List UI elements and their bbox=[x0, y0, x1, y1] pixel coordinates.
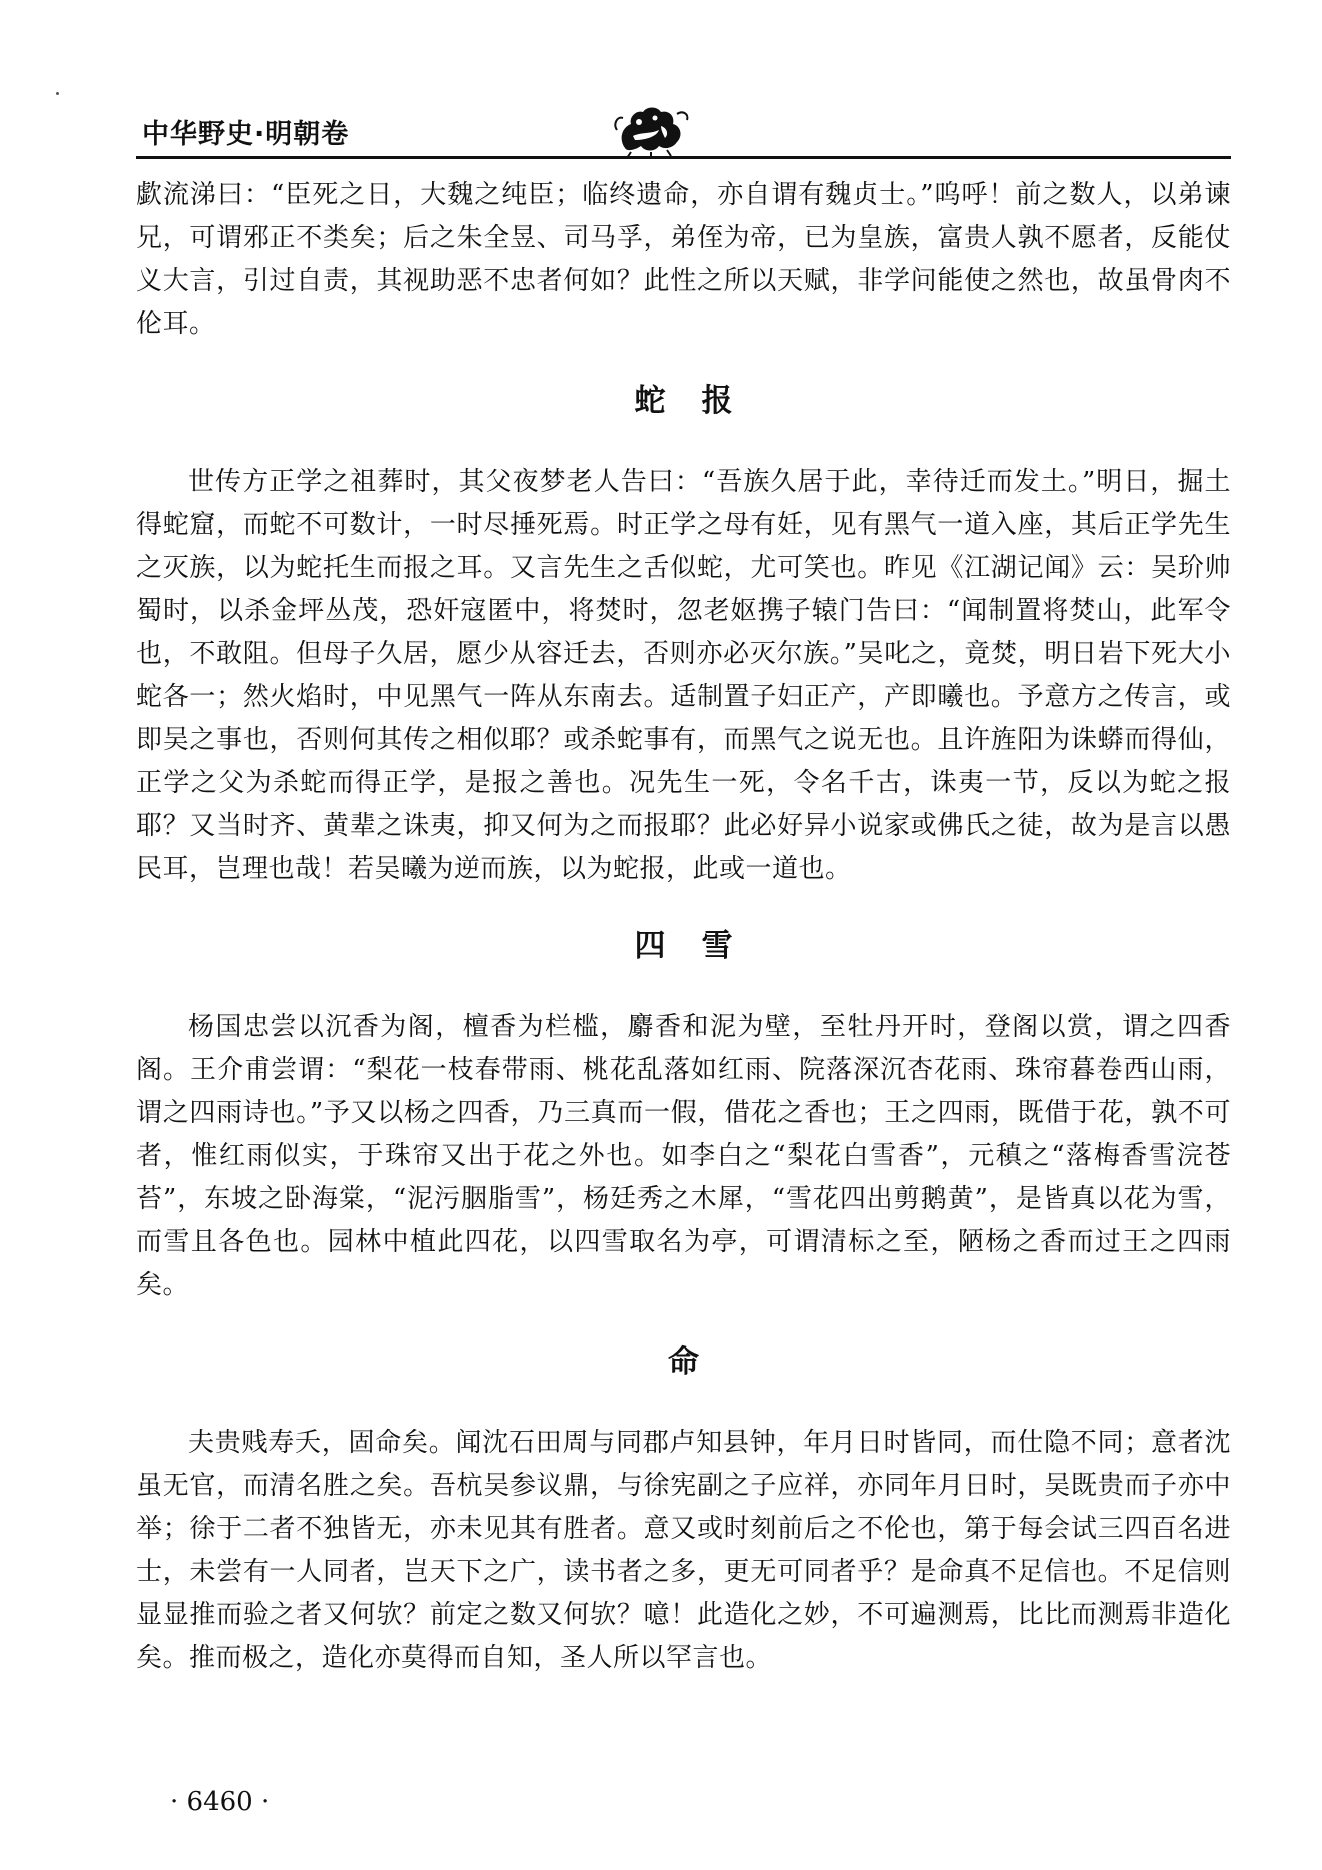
page-number: · 6460 · bbox=[170, 1787, 270, 1817]
section-title-snake-retribution: 蛇报 bbox=[634, 383, 769, 419]
book-title: 中华野史·明朝卷 bbox=[142, 119, 350, 150]
dragon-logo-icon bbox=[611, 100, 691, 160]
page-body bbox=[136, 174, 1231, 1680]
section-title-fate: 命 bbox=[668, 1344, 735, 1380]
section-title-four-snows: 四雪 bbox=[634, 928, 769, 964]
page-header bbox=[136, 100, 1231, 160]
section-paragraph: 世传方正学之祖葬时，其父夜梦老人告曰：“吾族久居于此，幸待迁而发土。”明日，掘土得蛇窟，而蛇不可数计，一时尽捶死焉。时正学之母有妊，见有黑气一道入座，其后正学先生之灭族，以为蛇托生而报之耳。又言先生之舌似蛇，尤可笑也。昨见《江湖记闻》云：吴玠帅蜀时，以杀金坪丛茂，恐奸寇匿中，将焚时，忽老妪携子辕门告曰：“闻制置将焚山，此军令也，不敢阻。但母子久居，愿少从容迁去，否则亦必灭尔族。”吴叱之，竟焚，明日岩下死大小蛇各一；然火焰时，中见黑气一阵从东南去。适制置子妇正产，产即曦也。予意方之传言，或即吴之事也，否则何其传之相似耶？或杀蛇事有，而黑气之说无也。且许旌阳为诛蟒而得仙，正学之父为杀蛇而得正学，是报之善也。况先生一死，令名千古，诛夷一节，反以为蛇之报耶？又当时齐、黄辈之诛夷，抑又何为之而报耶？此必好异小说家或佛氏之徒，故为是言以愚民耳，岂理也哉！若吴曦为逆而族，以为蛇报，此或一道也。 bbox=[136, 467, 1231, 884]
header-rule bbox=[136, 156, 1231, 159]
section-paragraph: 杨国忠尝以沉香为阁，檀香为栏槛，麝香和泥为壁，至牡丹开时，登阁以赏，谓之四香阁。王介甫尝谓：“梨花一枝春带雨、桃花乱落如红雨、院落深沉杏花雨、珠帘暮卷西山雨，谓之四雨诗也。”予又以杨之四香，乃三真而一假，借花之香也；王之四雨，既借于花，孰不可者，惟红雨似实，于珠帘又出于花之外也。如李白之“梨花白雪香”，元稹之“落梅香雪浣苍苔”，东坡之卧海棠，“泥污胭脂雪”，杨廷秀之木犀，“雪花四出剪鹅黄”，是皆真以花为雪，而雪且各色也。园林中植此四花，以四雪取名为亭，可谓清标之至，陋杨之香而过王之四雨矣。 bbox=[136, 1012, 1231, 1300]
section-paragraph: 夫贵贱寿夭，固命矣。闻沈石田周与同郡卢知县钟，年月日时皆同，而仕隐不同；意者沈虽无官，而清名胜之矣。吾杭吴参议鼎，与徐宪副之子应祥，亦同年月日时，吴既贵而子亦中举；徐于二者不独皆无，亦未见其有胜者。意又或时刻前后之不伦也，第于每会试三四百名进士，未尝有一人同者，岂天下之广，读书者之多，更无可同者乎？是命真不足信也。不足信则显显推而验之者又何欤？前定之数又何欤？噫！此造化之妙，不可遍测焉，比比而测焉非造化矣。推而极之，造化亦莫得而自知，圣人所以罕言也。 bbox=[136, 1428, 1231, 1673]
continued-paragraph: 歔流涕曰：“臣死之日，大魏之纯臣；临终遗命，亦自谓有魏贞士。”呜呼！前之数人，以弟谏兄，可谓邪正不类矣；后之朱全昱、司马孚，弟侄为帝，已为皇族，富贵人孰不愿者，反能仗义大言，引过自责，其视助恶不忠者何如？此性之所以天赋，非学问能使之然也，故虽骨肉不伦耳。 bbox=[136, 180, 1231, 339]
scan-speck bbox=[56, 92, 59, 95]
